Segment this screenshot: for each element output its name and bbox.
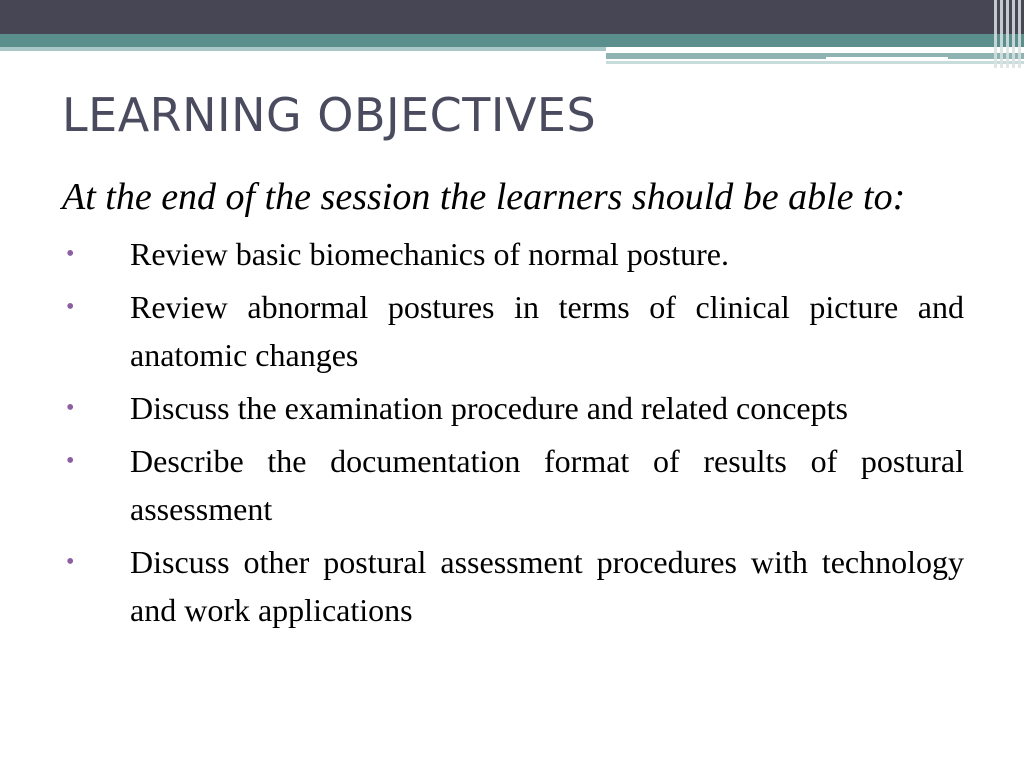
intro-text: At the end of the session the learners should be able to:	[62, 176, 906, 218]
header-band-dark	[0, 0, 1024, 34]
objective-item	[62, 384, 964, 432]
header-stripe	[1012, 0, 1015, 68]
header-stripe	[1018, 0, 1021, 68]
bullet-icon: •	[66, 549, 75, 575]
slide-title: LEARNING OBJECTIVES	[62, 88, 597, 142]
objectives-list	[62, 230, 964, 634]
objective-item	[62, 230, 964, 278]
header-stripe	[994, 0, 997, 68]
bullet-icon: •	[66, 448, 75, 474]
objective-text: Discuss other postural assessment procedures with technology and work applications	[130, 544, 964, 628]
slide-body	[62, 170, 964, 639]
objective-item	[62, 538, 964, 634]
bullet-icon: •	[66, 241, 75, 267]
objective-text: Review abnormal postures in terms of clinical picture and anatomic changes	[130, 289, 964, 373]
header-stripes	[994, 0, 1024, 68]
header-accent-line	[606, 61, 1024, 64]
objective-item	[62, 283, 964, 379]
header-accent-line	[826, 57, 948, 59]
header-stripe	[1000, 0, 1003, 68]
objective-text: Discuss the examination procedure and related concepts	[130, 390, 848, 426]
bullet-icon: •	[66, 395, 75, 421]
objective-text: Describe the documentation format of results of postural assessment	[130, 443, 964, 527]
objective-item	[62, 437, 964, 533]
bullet-icon: •	[66, 294, 75, 320]
objective-text: Review basic biomechanics of normal posture.	[130, 236, 729, 272]
header-accent-line	[606, 53, 1024, 59]
header-band-teal	[0, 34, 1024, 47]
header-stripe	[1006, 0, 1009, 68]
